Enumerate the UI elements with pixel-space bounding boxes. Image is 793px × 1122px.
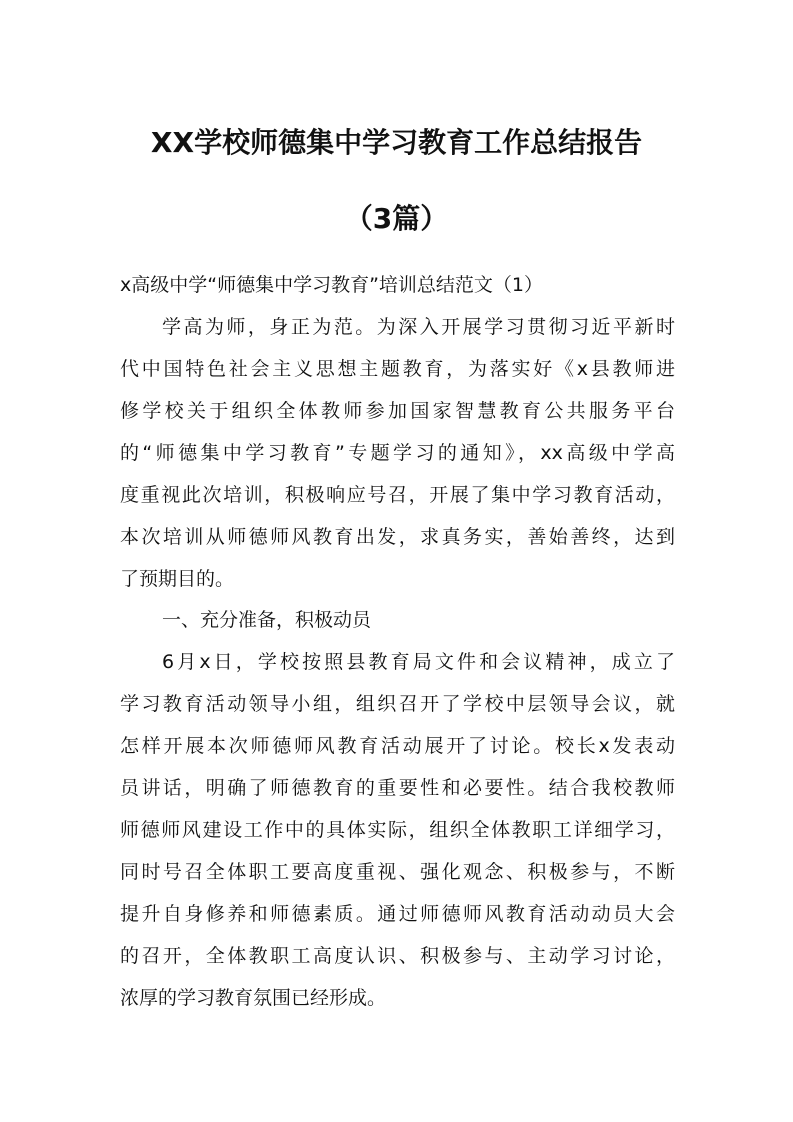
paragraph-line: 代中国特色社会主义思想主题教育，为落实好《x县教师进 bbox=[120, 358, 675, 380]
paragraph-line: 学习教育活动领导小组，组织召开了学校中层领导会议，就 bbox=[120, 693, 675, 715]
paragraph-line: 学高为师，身正为范。为深入开展学习贯彻习近平新时 bbox=[162, 316, 675, 338]
paragraph-line: 修学校关于组织全体教师参加国家智慧教育公共服务平台 bbox=[120, 400, 675, 422]
paragraph-line: 本次培训从师德师风教育出发，求真务实，善始善终，达到 bbox=[120, 526, 675, 548]
paragraph-line: 怎样开展本次师德师风教育活动展开了讨论。校长x发表动 bbox=[120, 735, 675, 757]
document-title-count: （3篇） bbox=[344, 202, 449, 235]
paragraph-line: 浓厚的学习教育氛围已经形成。 bbox=[120, 987, 387, 1009]
paragraph-line: 度重视此次培训，积极响应号召，开展了集中学习教育活动， bbox=[120, 484, 675, 506]
paragraph-line: 师德师风建设工作中的具体实际，组织全体教职工详细学习， bbox=[120, 819, 675, 841]
paragraph-line: 的召开，全体教职工高度认识、积极参与、主动学习讨论， bbox=[120, 945, 675, 967]
paragraph-line: 员讲话，明确了师德教育的重要性和必要性。结合我校教师 bbox=[120, 777, 675, 799]
paragraph-line: 提升自身修养和师德素质。通过师德师风教育活动动员大会 bbox=[120, 903, 675, 925]
paragraph-line: 6月x日，学校按照县教育局文件和会议精神，成立了 bbox=[162, 651, 675, 673]
paragraph-line: 了预期目的。 bbox=[120, 568, 235, 590]
document-title: XX学校师德集中学习教育工作总结报告 bbox=[150, 126, 643, 159]
paragraph-line: 的“师德集中学习教育”专题学习的通知》，xx高级中学高 bbox=[120, 442, 675, 464]
document-subtitle: x高级中学“师德集中学习教育”培训总结范文（1） bbox=[120, 274, 544, 296]
paragraph-line: 同时号召全体职工要高度重视、强化观念、积极参与，不断 bbox=[120, 861, 675, 883]
section-heading: 一、充分准备，积极动员 bbox=[162, 609, 372, 631]
